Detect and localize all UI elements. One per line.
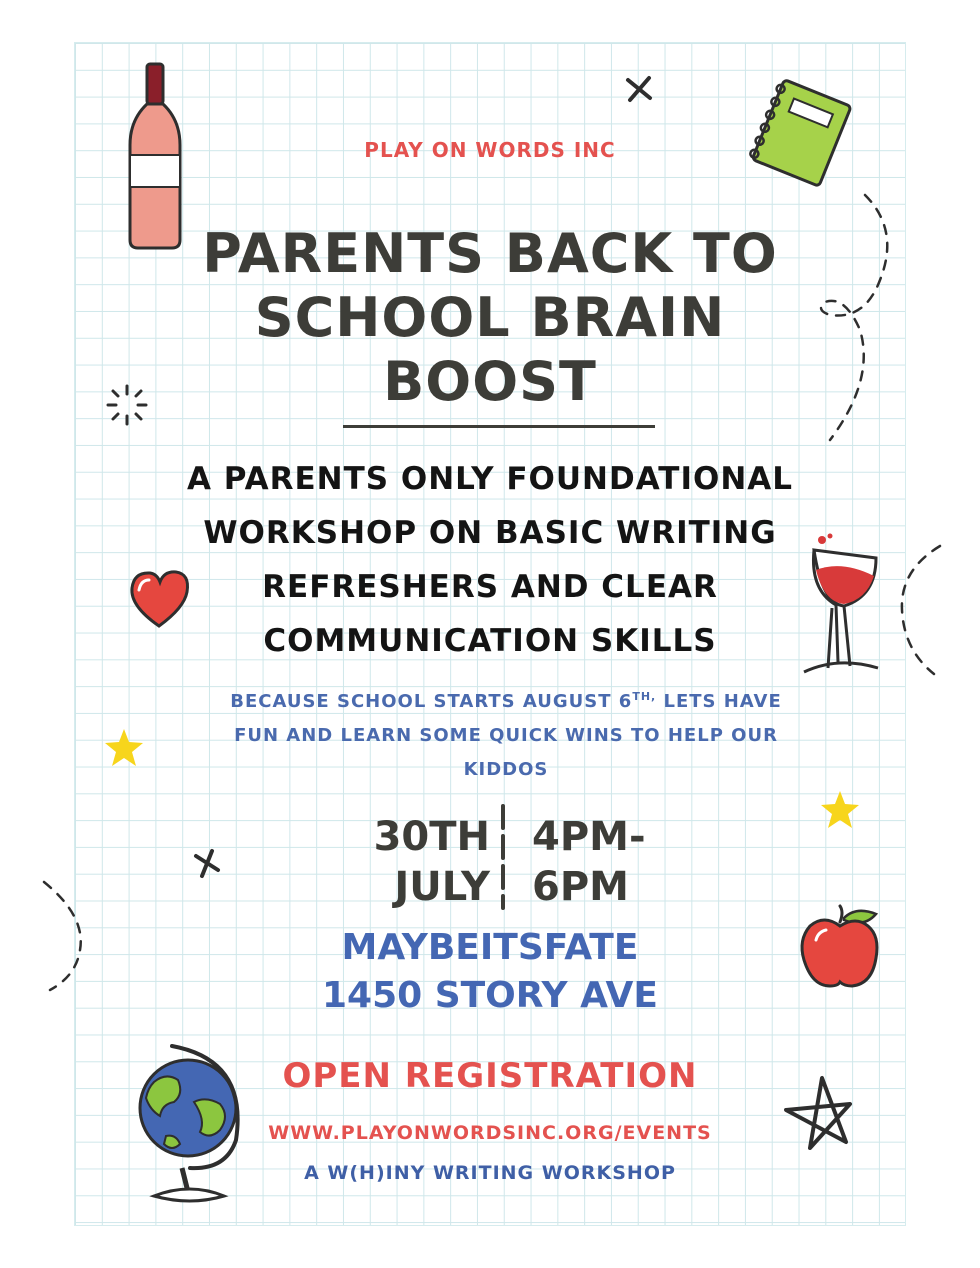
title-divider — [343, 425, 655, 428]
star-icon — [818, 788, 862, 832]
event-venue — [0, 924, 980, 1020]
title-line-3: BOOST — [383, 350, 597, 413]
event-subtitle — [0, 452, 980, 668]
venue-address: 1450 STORY AVE — [321, 975, 659, 1016]
event-title — [0, 222, 980, 414]
date-line-2: JULY — [394, 864, 490, 910]
date-line-1: 30TH — [373, 814, 490, 860]
star-icon — [102, 726, 146, 770]
notebook-icon — [744, 74, 860, 190]
event-note — [228, 680, 784, 787]
workshop-tagline: A W(H)INY WRITING WORKSHOP — [304, 1162, 676, 1184]
cross-icon — [190, 846, 224, 880]
title-line-2: SCHOOL BRAIN — [254, 286, 726, 349]
event-date — [340, 812, 490, 912]
venue-name: MAYBEITSFATE — [341, 927, 639, 968]
subtitle-line-2: WORKSHOP ON BASIC WRITING — [203, 515, 777, 551]
event-time — [532, 812, 692, 912]
note-text-rest: LETS HAVE FUN AND LEARN SOME QUICK WINS TO HELP OUR KIDDOS — [234, 691, 782, 780]
organization-name: PLAY ON WORDS INC — [364, 138, 616, 162]
cross-icon — [622, 72, 656, 106]
subtitle-line-3: REFRESHERS AND CLEAR — [262, 569, 718, 605]
subtitle-line-1: A PARENTS ONLY FOUNDATIONAL — [186, 461, 794, 497]
time-line-2: 6PM — [532, 864, 629, 910]
date-time-separator — [500, 804, 506, 910]
registration-heading: OPEN REGISTRATION — [282, 1056, 698, 1096]
registration-url[interactable]: WWW.PLAYONWORDSINC.ORG/EVENTS — [268, 1122, 712, 1144]
time-line-1: 4PM- — [532, 814, 646, 860]
note-superscript: TH, — [632, 690, 657, 703]
note-text: BECAUSE SCHOOL STARTS AUGUST 6 — [230, 691, 633, 712]
subtitle-line-4: COMMUNICATION SKILLS — [263, 623, 717, 659]
title-line-1: PARENTS BACK TO — [202, 222, 778, 285]
